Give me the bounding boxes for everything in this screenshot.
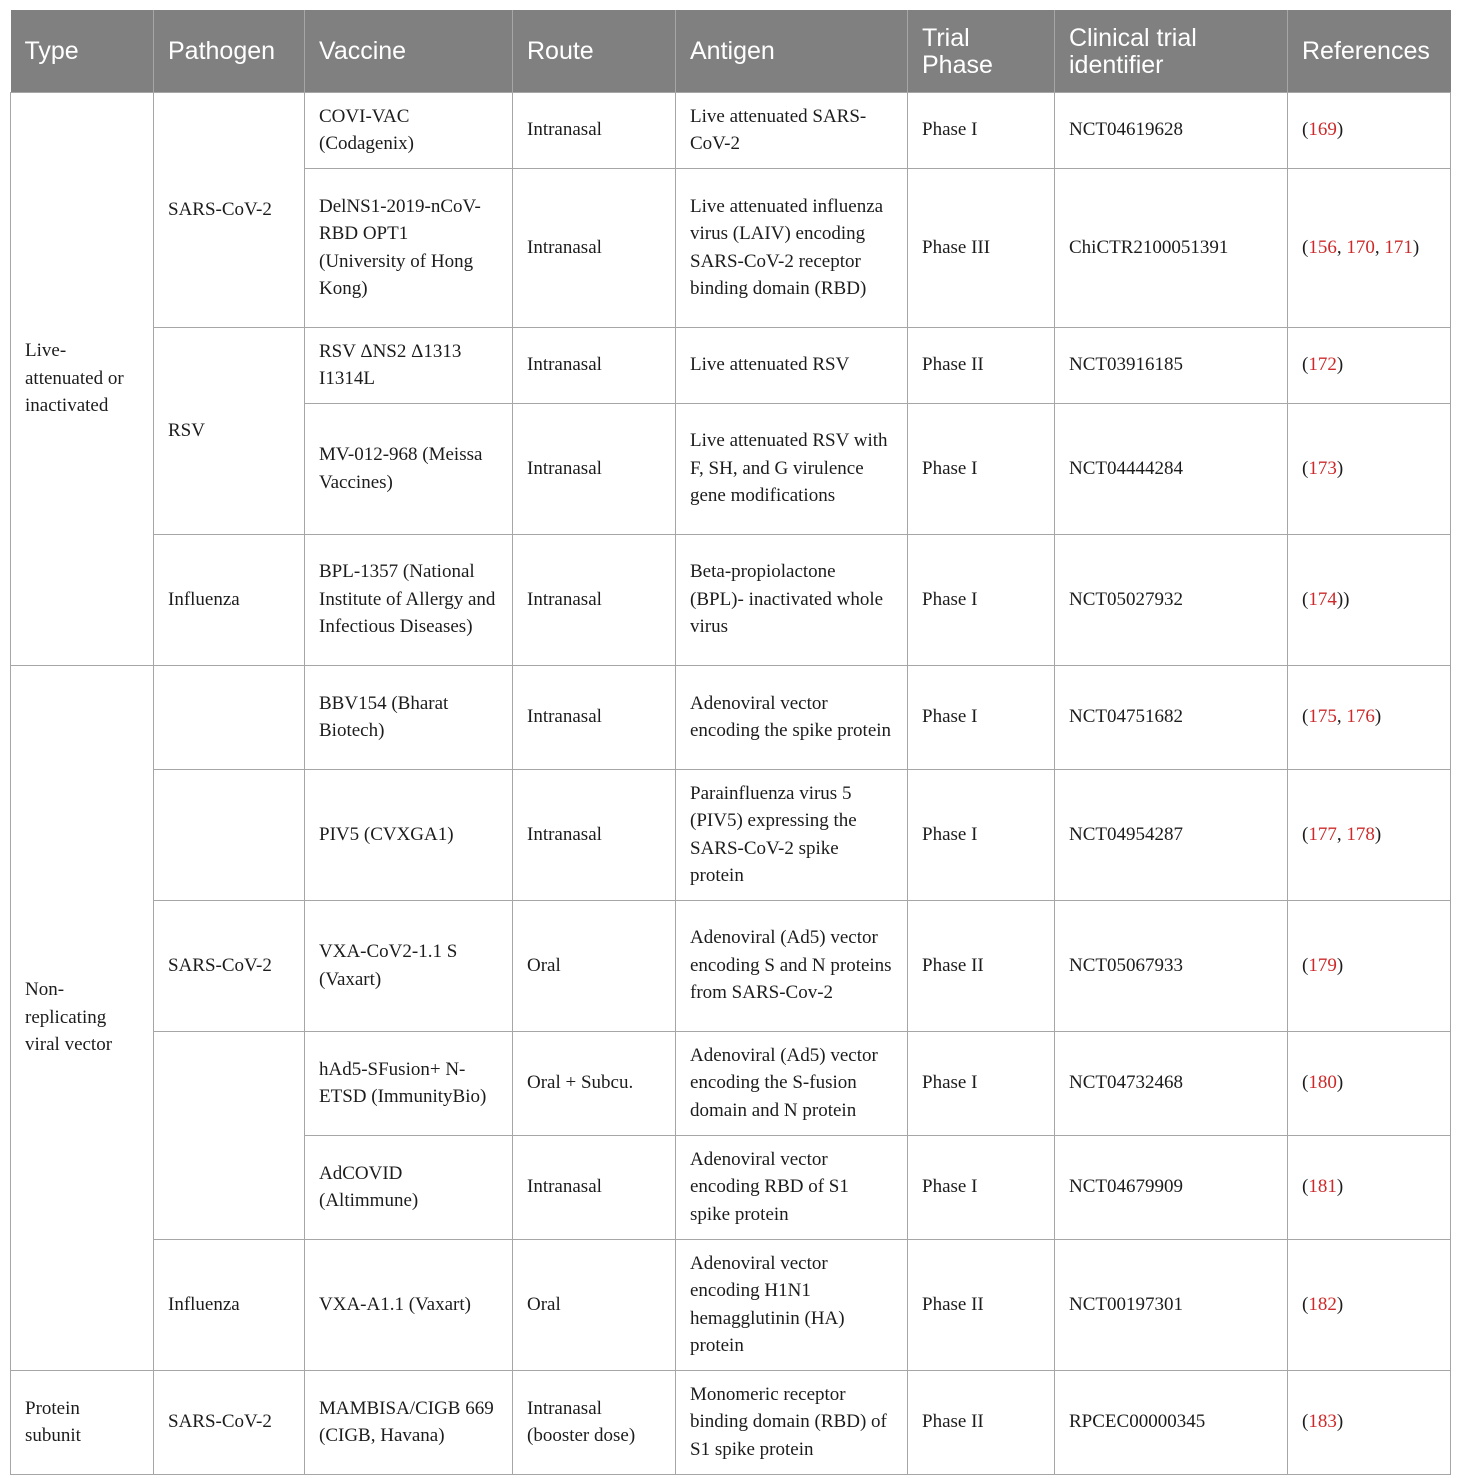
route-cell: Oral	[513, 1239, 676, 1370]
vaccine-cell: hAd5-SFusion+ N-ETSD (ImmunityBio)	[305, 1031, 513, 1135]
column-header-pathogen: Pathogen	[154, 10, 305, 92]
reference-close: )	[1336, 1411, 1344, 1433]
pathogen-label: RSV	[168, 419, 205, 441]
references-cell: (183)	[1288, 1370, 1451, 1474]
phase-cell: Phase I	[908, 1031, 1055, 1135]
references-cell: (182)	[1288, 1239, 1451, 1370]
reference-close: )	[1412, 236, 1420, 258]
pathogen-label: SARS-CoV-2	[168, 954, 272, 976]
antigen-cell: Live attenuated influenza virus (LAIV) encoding SARS-CoV-2 receptor binding domain (RBD)	[676, 168, 908, 327]
antigen-cell: Beta-propiolactone (BPL)- inactivated whole virus	[676, 534, 908, 665]
route-cell: Intranasal	[513, 327, 676, 403]
trial-id-cell: NCT04732468	[1055, 1031, 1288, 1135]
antigen-cell: Live attenuated RSV	[676, 327, 908, 403]
table-row	[11, 534, 1451, 665]
type-label: Non-replicating viral vector	[25, 979, 113, 1056]
antigen-cell: Adenoviral vector encoding H1N1 hemagglutinin (HA) protein	[676, 1239, 908, 1370]
pathogen-label: SARS-CoV-2	[168, 1411, 272, 1433]
pathogen-cell	[154, 92, 305, 327]
reference-link[interactable]: 174	[1308, 588, 1337, 610]
table-body	[11, 92, 1451, 1474]
reference-link[interactable]: 175	[1308, 706, 1337, 728]
column-header-clinical-trial-identifier: Clinical trial identifier	[1055, 10, 1288, 92]
route-cell: Oral + Subcu.	[513, 1031, 676, 1135]
vaccine-cell: RSV ΔNS2 Δ1313 I1314L	[305, 327, 513, 403]
references-cell: (174))	[1288, 534, 1451, 665]
reference-link[interactable]: 181	[1308, 1176, 1337, 1198]
reference-link[interactable]: 169	[1308, 119, 1337, 141]
vaccine-cell: PIV5 (CVXGA1)	[305, 769, 513, 900]
trial-id-cell: RPCEC00000345	[1055, 1370, 1288, 1474]
references-cell: (181)	[1288, 1135, 1451, 1239]
vaccine-cell: BBV154 (Bharat Biotech)	[305, 665, 513, 769]
vaccine-cell: DelNS1-2019-nCoV-RBD OPT1 (University of Hong Kong)	[305, 168, 513, 327]
references-cell: (180)	[1288, 1031, 1451, 1135]
trial-id-cell: NCT04751682	[1055, 665, 1288, 769]
vaccine-cell: VXA-A1.1 (Vaxart)	[305, 1239, 513, 1370]
trial-id-cell: NCT04954287	[1055, 769, 1288, 900]
reference-link[interactable]: 179	[1308, 954, 1337, 976]
antigen-cell: Live attenuated SARS-CoV-2	[676, 92, 908, 168]
reference-close: )	[1374, 823, 1382, 845]
antigen-cell: Adenoviral vector encoding RBD of S1 spike protein	[676, 1135, 908, 1239]
route-cell: Intranasal	[513, 168, 676, 327]
route-cell: Intranasal	[513, 92, 676, 168]
pathogen-cell	[154, 769, 305, 900]
trial-id-cell: NCT04444284	[1055, 403, 1288, 534]
trial-id-cell: NCT04679909	[1055, 1135, 1288, 1239]
pathogen-cell	[154, 665, 305, 769]
trial-id-cell: NCT04619628	[1055, 92, 1288, 168]
route-cell: Oral	[513, 900, 676, 1031]
column-header-route: Route	[513, 10, 676, 92]
reference-link[interactable]: 180	[1308, 1072, 1337, 1094]
reference-link[interactable]: 170	[1346, 236, 1375, 258]
phase-cell: Phase I	[908, 665, 1055, 769]
phase-cell: Phase III	[908, 168, 1055, 327]
pathogen-cell	[154, 900, 305, 1031]
reference-link[interactable]: 173	[1308, 457, 1337, 479]
phase-cell: Phase I	[908, 403, 1055, 534]
type-label: Live-attenuated or inactivated	[25, 340, 124, 417]
reference-close: )	[1336, 354, 1344, 376]
type-cell	[11, 1370, 154, 1474]
reference-close: )	[1336, 457, 1344, 479]
pathogen-cell	[154, 1239, 305, 1370]
reference-close: )	[1336, 119, 1344, 141]
table-row	[11, 327, 1451, 403]
pathogen-label: Influenza	[168, 1293, 240, 1315]
pathogen-label: Influenza	[168, 588, 240, 610]
references-cell: (175, 176)	[1288, 665, 1451, 769]
vaccine-cell: MV-012-968 (Meissa Vaccines)	[305, 403, 513, 534]
table-row	[11, 1370, 1451, 1474]
reference-close: )	[1336, 1072, 1344, 1094]
antigen-cell: Adenoviral (Ad5) vector encoding S and N proteins from SARS-Cov-2	[676, 900, 908, 1031]
phase-cell: Phase I	[908, 1135, 1055, 1239]
trial-id-cell: ChiCTR2100051391	[1055, 168, 1288, 327]
phase-cell: Phase I	[908, 92, 1055, 168]
phase-cell: Phase II	[908, 327, 1055, 403]
reference-link[interactable]: 177	[1308, 823, 1337, 845]
column-header-references: References	[1288, 10, 1451, 92]
references-cell: (172)	[1288, 327, 1451, 403]
route-cell: Intranasal	[513, 403, 676, 534]
reference-close: )	[1374, 706, 1382, 728]
vaccine-cell: VXA-CoV2-1.1 S (Vaxart)	[305, 900, 513, 1031]
reference-close: )	[1336, 954, 1344, 976]
pathogen-cell	[154, 534, 305, 665]
reference-link[interactable]: 178	[1346, 823, 1375, 845]
route-cell: Intranasal (booster dose)	[513, 1370, 676, 1474]
type-cell	[11, 92, 154, 665]
vaccine-trials-table	[10, 10, 1451, 1475]
pathogen-cell	[154, 1370, 305, 1474]
reference-close: )	[1336, 1176, 1344, 1198]
route-cell: Intranasal	[513, 769, 676, 900]
phase-cell: Phase II	[908, 1239, 1055, 1370]
type-cell	[11, 665, 154, 1370]
vaccine-cell: COVI-VAC (Codagenix)	[305, 92, 513, 168]
pathogen-cell	[154, 327, 305, 534]
reference-link[interactable]: 172	[1308, 354, 1337, 376]
reference-close: ))	[1336, 588, 1350, 610]
pathogen-cell	[154, 1031, 305, 1239]
route-cell: Intranasal	[513, 665, 676, 769]
antigen-cell: Monomeric receptor binding domain (RBD) of S1 spike protein	[676, 1370, 908, 1474]
references-cell: (169)	[1288, 92, 1451, 168]
column-header-trial-phase: Trial Phase	[908, 10, 1055, 92]
column-header-vaccine: Vaccine	[305, 10, 513, 92]
reference-link[interactable]: 176	[1346, 706, 1375, 728]
antigen-cell: Live attenuated RSV with F, SH, and G virulence gene modifications	[676, 403, 908, 534]
phase-cell: Phase II	[908, 1370, 1055, 1474]
reference-link[interactable]: 156	[1308, 236, 1337, 258]
references-cell: (177, 178)	[1288, 769, 1451, 900]
reference-link[interactable]: 182	[1308, 1293, 1337, 1315]
reference-link[interactable]: 183	[1308, 1411, 1337, 1433]
table-header	[11, 10, 1451, 92]
reference-close: )	[1336, 1293, 1344, 1315]
table-row	[11, 900, 1451, 1031]
trial-id-cell: NCT00197301	[1055, 1239, 1288, 1370]
vaccine-cell: AdCOVID (Altimmune)	[305, 1135, 513, 1239]
antigen-cell: Parainfluenza virus 5 (PIV5) expressing the SARS-CoV-2 spike protein	[676, 769, 908, 900]
references-cell: (156, 170, 171)	[1288, 168, 1451, 327]
type-label: Protein subunit	[25, 1397, 81, 1446]
pathogen-label: SARS-CoV-2	[168, 198, 272, 220]
route-cell: Intranasal	[513, 534, 676, 665]
vaccine-cell: BPL-1357 (National Institute of Allergy and Infectious Diseases)	[305, 534, 513, 665]
table-row	[11, 1031, 1451, 1135]
antigen-cell: Adenoviral (Ad5) vector encoding the S-fusion domain and N protein	[676, 1031, 908, 1135]
phase-cell: Phase I	[908, 769, 1055, 900]
trial-id-cell: NCT03916185	[1055, 327, 1288, 403]
references-cell: (173)	[1288, 403, 1451, 534]
column-header-type: Type	[11, 10, 154, 92]
route-cell: Intranasal	[513, 1135, 676, 1239]
trial-id-cell: NCT05067933	[1055, 900, 1288, 1031]
table-row	[11, 769, 1451, 900]
phase-cell: Phase II	[908, 900, 1055, 1031]
trial-id-cell: NCT05027932	[1055, 534, 1288, 665]
antigen-cell: Adenoviral vector encoding the spike protein	[676, 665, 908, 769]
table-row	[11, 92, 1451, 168]
column-header-antigen: Antigen	[676, 10, 908, 92]
reference-link[interactable]: 171	[1384, 236, 1413, 258]
table-row	[11, 1239, 1451, 1370]
references-cell: (179)	[1288, 900, 1451, 1031]
phase-cell: Phase I	[908, 534, 1055, 665]
vaccine-cell: MAMBISA/CIGB 669 (CIGB, Havana)	[305, 1370, 513, 1474]
table-row	[11, 665, 1451, 769]
header-row	[11, 10, 1451, 92]
